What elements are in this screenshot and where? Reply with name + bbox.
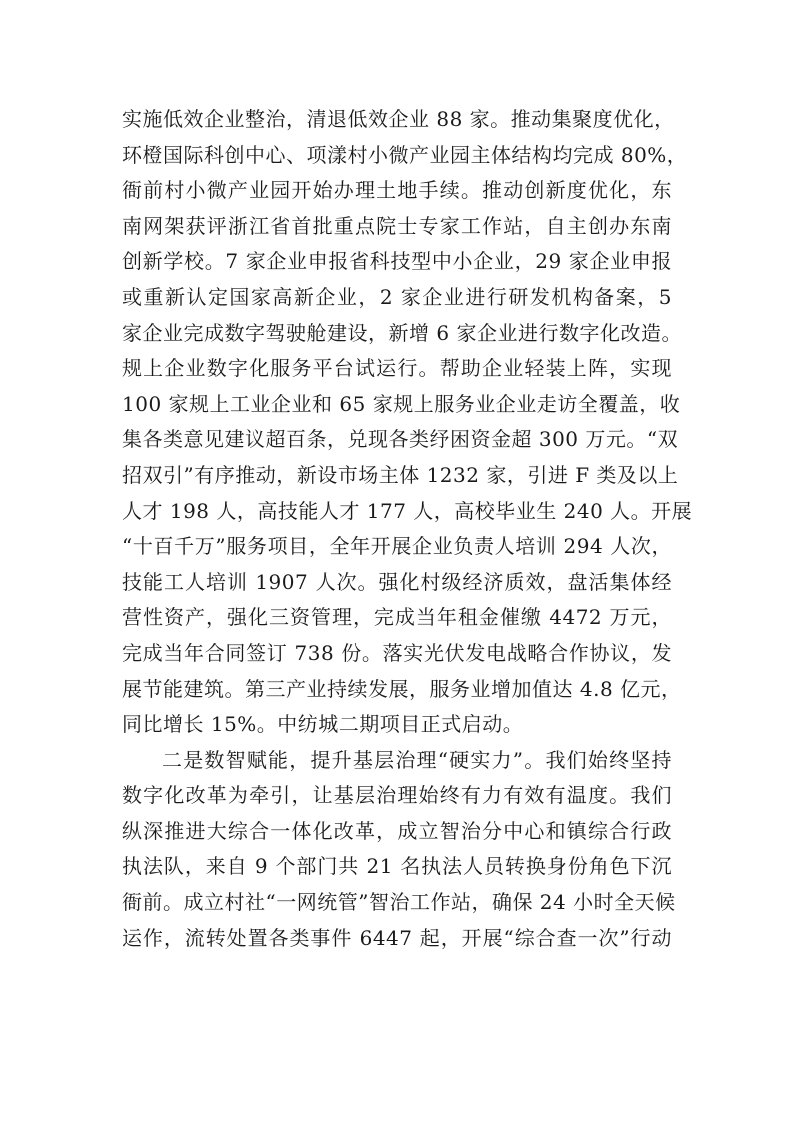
text-line: 衙前村小微产业园开始办理土地手续。推动创新度优化，东	[122, 178, 672, 203]
text-line: 环橙国际科创中心、项漾村小微产业园主体结构均完成 80%，	[122, 142, 688, 167]
text-line: 家企业完成数字驾驶舱建设，新增 6 家企业进行数字化改造。	[122, 320, 682, 345]
text-line: 实施低效企业整治，清退低效企业 88 家。推动集聚度优化，	[122, 107, 675, 131]
text-line: 完成当年合同签订 738 份。落实光伏发电战略合作协议，发	[122, 640, 672, 665]
text-line: 营性资产，强化三资管理，完成当年租金催缴 4472 万元，	[122, 605, 672, 630]
text-line: 或重新认定国家高新企业，2 家企业进行研发机构备案，5	[122, 284, 672, 309]
text-line: 规上企业数字化服务平台试运行。帮助企业轻装上阵，实现	[122, 356, 672, 381]
text-line: 南网架获评浙江省首批重点院士专家工作站，自主创办东南	[122, 213, 672, 238]
text-line: 技能工人培训 1907 人次。强化村级经济质效，盘活集体经	[122, 569, 672, 594]
text-line: “十百千万”服务项目，全年开展企业负责人培训 294 人次，	[122, 534, 672, 559]
paragraph-first-line: 二是数智赋能，提升基层治理“硬实力”。我们始终坚持	[162, 747, 672, 772]
text-line: 执法队，来自 9 个部门共 21 名执法人员转换身份角色下沉	[122, 854, 672, 879]
text-line: 创新学校。7 家企业申报省科技型中小企业，29 家企业申报	[122, 249, 672, 274]
paragraph-end-line: 同比增长 15%。中纺城二期项目正式启动。	[122, 712, 524, 737]
text-line: 100 家规上工业企业和 65 家规上服务业企业走访全覆盖，收	[122, 391, 681, 416]
text-line: 人才 198 人，高技能人才 177 人，高校毕业生 240 人。开展	[122, 498, 693, 523]
text-line: 集各类意见建议超百条，兑现各类纾困资金超 300 万元。“双	[122, 427, 679, 452]
text-line: 数字化改革为牵引，让基层治理始终有力有效有温度。我们	[122, 783, 672, 808]
text-line: 衙前。成立村社“一网统管”智治工作站，确保 24 小时全天候	[122, 890, 676, 915]
text-line: 招双引”有序推动，新设市场主体 1232 家，引进 F 类及以上	[122, 462, 679, 487]
text-line: 展节能建筑。第三产业持续发展，服务业增加值达 4.8 亿元，	[122, 676, 682, 701]
text-line: 纵深推进大综合一体化改革，成立智治分中心和镇综合行政	[122, 818, 672, 843]
text-line: 运作，流转处置各类事件 6447 起，开展“综合查一次”行动	[122, 925, 672, 950]
body-text	[122, 102, 693, 956]
